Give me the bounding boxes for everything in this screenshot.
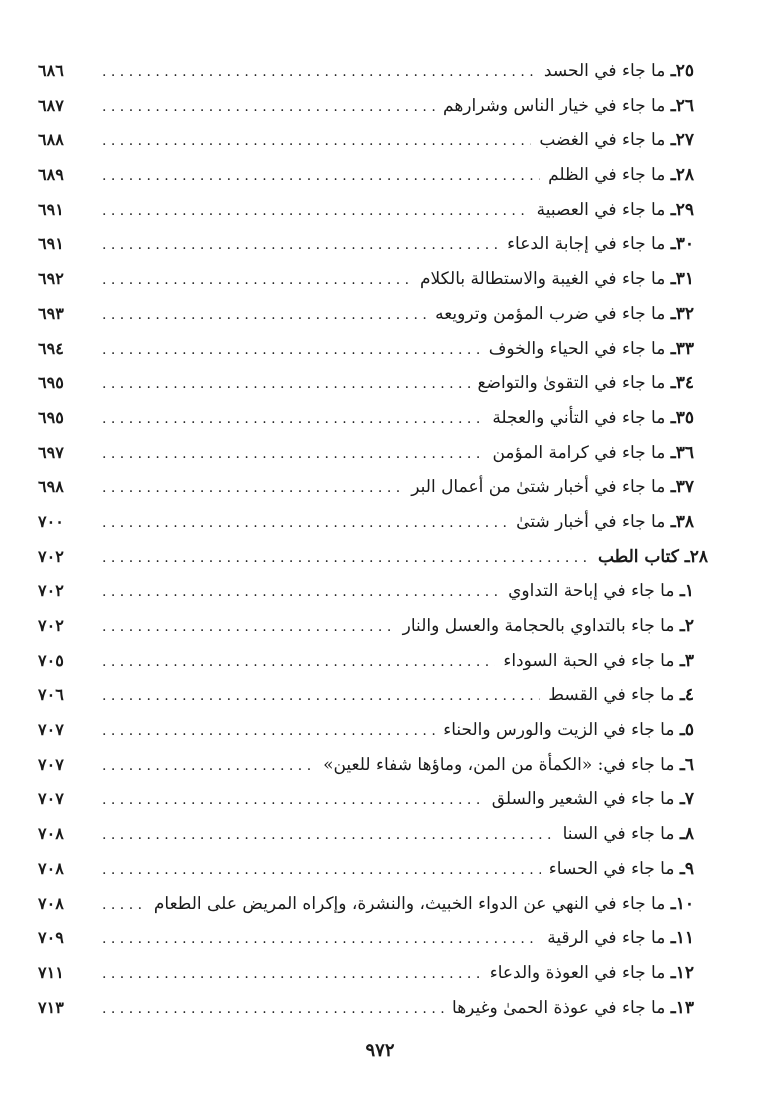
toc-entry — [38, 991, 708, 1026]
toc-entry — [38, 297, 708, 332]
toc-entry — [38, 782, 708, 817]
table-of-contents — [38, 54, 708, 1025]
toc-entry-number: ٢٩ـ — [670, 199, 694, 220]
toc-entry — [38, 609, 708, 644]
dot-leader — [102, 714, 435, 749]
toc-entry-number: ٣١ـ — [670, 269, 694, 290]
toc-page-ref: ٦٩٥ — [38, 407, 64, 427]
toc-entry-number: ٢٨ـ — [684, 546, 708, 567]
toc-entry-number: ٣٨ـ — [670, 511, 694, 532]
toc-entry-text: ما جاء في الغيبة والاستطالة بالكلام — [420, 269, 666, 290]
dot-leader — [102, 645, 495, 680]
toc-entry-title — [531, 123, 708, 158]
toc-entry-text: ما جاء في الغضب — [539, 130, 666, 151]
toc-entry-number: ٣ـ — [679, 650, 694, 671]
toc-entry-text: ما جاء بالتداوي بالحجامة والعسل والنار — [402, 616, 675, 636]
toc-entry-number: ١١ـ — [670, 928, 694, 949]
toc-entry-title — [495, 644, 708, 679]
toc-entry-text: ما جاء في خيار الناس وشرارهم — [443, 95, 666, 116]
toc-entry-text: ما جاء في النهي عن الدواء الخبيث، والنشرة، وإكراه المريض على الطعام — [153, 893, 666, 914]
toc-entry-text: ما جاء في العوذة والدعاء — [489, 962, 666, 983]
toc-entry-title — [540, 678, 708, 713]
toc-entry-title — [484, 401, 708, 436]
toc-entry — [38, 852, 708, 887]
toc-entry-text: ما جاء في الحسد — [543, 61, 666, 81]
toc-entry-text: ما جاء في عوذة الحمىٰ وغيرها — [452, 997, 666, 1018]
dot-leader — [102, 402, 484, 437]
toc-entry — [38, 574, 708, 609]
toc-entry-title — [146, 887, 708, 922]
dot-leader — [102, 922, 539, 957]
toc-entry — [38, 262, 708, 297]
toc-entry-number: ٢٥ـ — [670, 61, 694, 81]
toc-entry-title — [435, 713, 708, 748]
toc-page-ref: ٧٠٨ — [38, 893, 64, 913]
toc-entry — [38, 505, 708, 540]
page-number: ٩٧٢ — [365, 1040, 395, 1061]
dot-leader — [102, 471, 403, 506]
toc-entry-title — [536, 54, 708, 89]
toc-chapter-heading — [38, 540, 708, 575]
toc-entry-title — [540, 158, 708, 193]
toc-page-ref: ٧٠٧ — [38, 754, 64, 774]
toc-entry-title — [470, 366, 709, 401]
toc-entry-text: ما جاء في الزيت والورس والحناء — [443, 720, 675, 741]
toc-entry — [38, 158, 708, 193]
toc-entry-number: ٨ـ — [679, 824, 694, 845]
toc-entry-number: ٣٠ـ — [670, 234, 694, 255]
toc-entry-text: كتاب الطب — [597, 546, 679, 567]
toc-page-ref: ٦٩١ — [38, 199, 64, 219]
toc-entry-number: ٩ـ — [679, 858, 694, 879]
dot-leader — [102, 263, 412, 298]
toc-entry-number: ٧ـ — [679, 789, 694, 810]
dot-leader — [102, 124, 531, 159]
toc-entry-title — [529, 193, 708, 228]
toc-page-ref: ٦٨٩ — [38, 165, 64, 185]
dot-leader — [102, 506, 508, 541]
toc-entry-number: ٣٦ـ — [670, 442, 694, 463]
toc-entry-number: ٢٧ـ — [670, 130, 694, 151]
dot-leader — [102, 55, 536, 90]
dot-leader — [102, 228, 499, 263]
toc-entry-title — [444, 991, 708, 1026]
toc-entry-number: ١٣ـ — [670, 997, 694, 1018]
dot-leader — [102, 992, 444, 1027]
toc-page-ref: ٧٠٩ — [38, 928, 64, 948]
toc-entry — [38, 332, 708, 367]
toc-entry — [38, 193, 708, 228]
dot-leader — [102, 159, 540, 194]
toc-entry-text: ما جاء في كرامة المؤمن — [492, 442, 666, 463]
toc-entry-title — [499, 227, 708, 262]
toc-page-ref: ٧٠٥ — [38, 650, 64, 670]
toc-entry — [38, 921, 708, 956]
toc-entry — [38, 470, 708, 505]
toc-entry — [38, 713, 708, 748]
toc-page-ref: ٧٠٢ — [38, 546, 64, 566]
toc-entry-title — [484, 782, 708, 817]
toc-entry-text: ما جاء في الحياء والخوف — [488, 338, 666, 359]
toc-page-ref: ٦٨٦ — [38, 61, 64, 80]
toc-entry-text: ما جاء في ضرب المؤمن وترويعه — [435, 303, 666, 324]
toc-entry-number: ٣٧ـ — [670, 477, 694, 498]
dot-leader — [102, 610, 395, 645]
dot-leader — [102, 783, 484, 818]
toc-entry-number: ٢٨ـ — [670, 165, 694, 186]
toc-entry-title — [395, 609, 708, 644]
toc-entry — [38, 956, 708, 991]
toc-entry-title — [590, 540, 708, 575]
dot-leader — [102, 957, 482, 992]
dot-leader — [102, 749, 315, 784]
toc-entry-text: ما جاء في أخبار شتىٰ من أعمال البر — [411, 477, 666, 498]
toc-entry-text: ما جاء في الرقية — [547, 928, 666, 949]
toc-page-ref: ٧٠٢ — [38, 616, 64, 635]
toc-entry-title — [435, 89, 708, 124]
toc-entry — [38, 887, 708, 922]
toc-entry-number: ٢٦ـ — [670, 95, 694, 116]
toc-entry-text: ما جاء في: «الكمأة من المن، وماؤها شفاء للعين» — [323, 754, 675, 775]
toc-entry — [38, 401, 708, 436]
toc-entry-title — [481, 332, 708, 367]
toc-entry-text: ما جاء في إجابة الدعاء — [507, 234, 666, 255]
dot-leader — [102, 194, 529, 229]
toc-entry-title — [539, 921, 708, 956]
toc-entry — [38, 436, 708, 471]
toc-entry-title — [403, 470, 708, 505]
toc-page-ref: ٦٨٧ — [38, 95, 64, 115]
toc-page-ref: ٧٠٨ — [38, 858, 64, 878]
toc-entry-title — [508, 505, 708, 540]
dot-leader — [102, 298, 427, 333]
toc-entry — [38, 123, 708, 158]
toc-entry-number: ٣٥ـ — [670, 407, 694, 428]
toc-entry — [38, 366, 708, 401]
toc-entry-title — [555, 817, 708, 852]
dot-leader — [102, 575, 500, 610]
toc-page-ref: ٦٨٨ — [38, 130, 64, 150]
toc-entry-number: ٦ـ — [679, 754, 694, 775]
dot-leader — [102, 437, 484, 472]
toc-entry-text: ما جاء في الحساء — [548, 858, 675, 879]
toc-entry — [38, 678, 708, 713]
toc-entry-number: ٤ـ — [679, 685, 694, 706]
toc-entry — [38, 644, 708, 679]
toc-entry — [38, 227, 708, 262]
toc-entry-number: ٣٤ـ — [670, 373, 694, 394]
toc-entry-text: ما جاء في أخبار شتىٰ — [516, 511, 666, 532]
toc-entry — [38, 89, 708, 124]
toc-page-ref: ٧٠٧ — [38, 720, 64, 740]
toc-page-ref: ٦٩٤ — [38, 338, 64, 358]
toc-page-ref: ٧٠٦ — [38, 685, 64, 705]
toc-entry-title — [541, 852, 708, 887]
toc-page-ref: ٧١٣ — [38, 997, 64, 1017]
toc-entry-text: ما جاء في التقوىٰ والتواضع — [477, 373, 666, 394]
dot-leader — [102, 818, 555, 853]
toc-page-ref: ٦٩٣ — [38, 303, 64, 323]
toc-page-ref: ٦٩٨ — [38, 477, 64, 497]
toc-page-ref: ٧٠٢ — [38, 581, 64, 601]
toc-entry-text: ما جاء في العصبية — [536, 199, 666, 220]
toc-entry-number: ١٢ـ — [670, 962, 694, 983]
toc-entry-text: ما جاء في التأني والعجلة — [492, 407, 666, 428]
toc-entry-text: ما جاء في الحبة السوداء — [503, 650, 675, 671]
toc-entry — [38, 54, 708, 89]
toc-entry-number: ١ـ — [679, 581, 694, 602]
toc-entry-number: ٣٢ـ — [670, 303, 694, 324]
dot-leader — [102, 541, 590, 576]
toc-page-ref: ٦٩٥ — [38, 373, 64, 393]
toc-page-ref: ٦٩٧ — [38, 442, 64, 462]
toc-entry-text: ما جاء في السنا — [562, 824, 675, 845]
dot-leader — [102, 333, 481, 368]
toc-entry-title — [484, 436, 708, 471]
toc-entry-number: ١٠ـ — [670, 893, 694, 914]
toc-entry-number: ٢ـ — [679, 616, 694, 636]
toc-page-ref: ٦٩١ — [38, 234, 64, 254]
dot-leader — [102, 888, 146, 923]
toc-entry-text: ما جاء في إباحة التداوي — [508, 581, 675, 602]
dot-leader — [102, 367, 470, 402]
toc-entry-text: ما جاء في القسط — [548, 685, 675, 706]
toc-entry-text: ما جاء في الشعير والسلق — [491, 789, 675, 810]
toc-entry-number: ٥ـ — [679, 720, 694, 741]
dot-leader — [102, 90, 435, 125]
toc-entry-title — [500, 574, 708, 609]
dot-leader — [102, 853, 541, 888]
toc-entry — [38, 817, 708, 852]
dot-leader — [102, 679, 540, 714]
toc-entry-title — [482, 956, 708, 991]
toc-entry — [38, 748, 708, 783]
toc-entry-title — [315, 748, 708, 783]
toc-page-ref: ٧١١ — [38, 962, 64, 982]
toc-page-ref: ٧٠٧ — [38, 789, 64, 809]
toc-page-ref: ٦٩٢ — [38, 269, 64, 289]
toc-entry-title — [427, 297, 708, 332]
toc-page-ref: ٧٠٨ — [38, 824, 64, 844]
toc-entry-title — [412, 262, 708, 297]
toc-page-ref: ٧٠٠ — [38, 511, 64, 531]
toc-entry-number: ٣٣ـ — [670, 338, 694, 359]
toc-entry-text: ما جاء في الظلم — [548, 165, 666, 186]
